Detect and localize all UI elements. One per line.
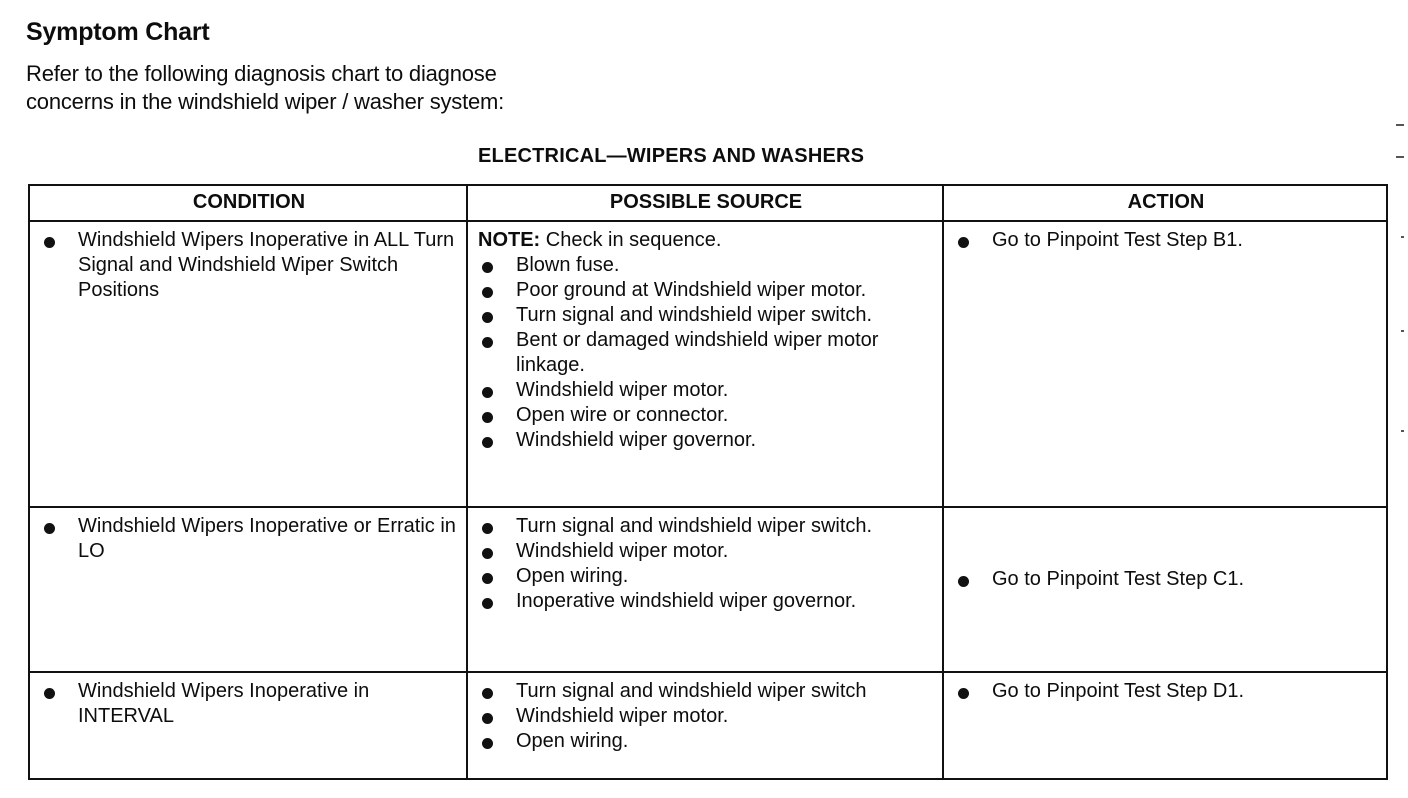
list-item bbox=[478, 403, 934, 428]
list-item bbox=[478, 378, 934, 403]
source-text: Turn signal and windshield wiper switch. bbox=[516, 515, 873, 537]
bullet-icon bbox=[482, 523, 493, 534]
action-text: Go to Pinpoint Test Step B1. bbox=[992, 229, 1243, 251]
condition-text: Windshield Wipers Inoperative in ALL Turn Signal and Windshield Wiper Switch Positions bbox=[78, 229, 455, 301]
list-item bbox=[478, 253, 934, 278]
bullet-icon bbox=[482, 262, 493, 273]
row-2-condition bbox=[30, 508, 468, 673]
row-1-sources bbox=[468, 222, 944, 508]
bullet-icon bbox=[44, 237, 55, 248]
scan-mark bbox=[1396, 124, 1404, 126]
list-item bbox=[954, 567, 1378, 592]
list-item bbox=[478, 303, 934, 328]
list-item bbox=[478, 278, 934, 303]
condition-text: Windshield Wipers Inoperative in INTERVAL bbox=[78, 680, 370, 727]
list-item bbox=[478, 428, 934, 453]
source-text: Windshield wiper motor. bbox=[516, 540, 729, 562]
source-text: Windshield wiper governor. bbox=[516, 429, 757, 451]
row-1-action bbox=[944, 222, 1386, 508]
source-text: Open wiring. bbox=[516, 730, 629, 752]
source-text: Turn signal and windshield wiper switch. bbox=[516, 304, 873, 326]
source-text: Open wiring. bbox=[516, 565, 629, 587]
row-2-action bbox=[944, 508, 1386, 673]
bullet-icon bbox=[482, 688, 493, 699]
bullet-icon bbox=[482, 312, 493, 323]
intro-line-1: Refer to the following diagnosis chart to diagnose bbox=[26, 61, 497, 86]
list-item bbox=[40, 514, 458, 564]
source-text: Blown fuse. bbox=[516, 254, 620, 276]
bullet-icon bbox=[482, 287, 493, 298]
intro-text bbox=[26, 60, 504, 116]
list-item bbox=[40, 228, 458, 303]
source-text: Poor ground at Windshield wiper motor. bbox=[516, 279, 867, 301]
bullet-icon bbox=[482, 337, 493, 348]
bullet-icon bbox=[958, 576, 969, 587]
bullet-icon bbox=[482, 738, 493, 749]
column-header-source: POSSIBLE SOURCE bbox=[468, 186, 944, 222]
row-3-action bbox=[944, 673, 1386, 778]
action-text: Go to Pinpoint Test Step D1. bbox=[992, 680, 1245, 702]
scan-mark bbox=[1401, 236, 1404, 238]
bullet-icon bbox=[482, 387, 493, 398]
list-item bbox=[478, 328, 934, 378]
symptom-chart-table bbox=[28, 184, 1388, 780]
bullet-icon bbox=[958, 688, 969, 699]
bullet-icon bbox=[482, 437, 493, 448]
scan-mark bbox=[1401, 330, 1404, 332]
row-3-condition bbox=[30, 673, 468, 778]
source-text: Windshield wiper motor. bbox=[516, 379, 729, 401]
note-text: Check in sequence. bbox=[540, 229, 722, 251]
bullet-icon bbox=[482, 548, 493, 559]
list-item bbox=[954, 228, 1378, 253]
source-text: Windshield wiper motor. bbox=[516, 705, 729, 727]
bullet-icon bbox=[958, 237, 969, 248]
scan-mark bbox=[1396, 156, 1404, 158]
bullet-icon bbox=[482, 598, 493, 609]
action-text: Go to Pinpoint Test Step C1. bbox=[992, 568, 1245, 590]
column-header-condition: CONDITION bbox=[30, 186, 468, 222]
bullet-icon bbox=[482, 412, 493, 423]
list-item bbox=[478, 564, 934, 589]
list-item bbox=[40, 679, 458, 729]
column-header-action: ACTION bbox=[944, 186, 1386, 222]
bullet-icon bbox=[44, 688, 55, 699]
bullet-icon bbox=[44, 523, 55, 534]
note bbox=[478, 228, 934, 253]
row-2-sources bbox=[468, 508, 944, 673]
list-item bbox=[478, 589, 934, 614]
page-title: Symptom Chart bbox=[26, 18, 210, 46]
condition-text: Windshield Wipers Inoperative or Erratic in LO bbox=[78, 515, 456, 562]
list-item bbox=[478, 539, 934, 564]
list-item bbox=[478, 679, 934, 704]
note-label: NOTE: bbox=[478, 229, 541, 251]
source-text: Open wire or connector. bbox=[516, 404, 729, 426]
list-item bbox=[478, 514, 934, 539]
row-3-sources bbox=[468, 673, 944, 778]
scan-mark bbox=[1401, 430, 1404, 432]
table-title: ELECTRICAL—WIPERS AND WASHERS bbox=[478, 145, 865, 167]
source-text: Inoperative windshield wiper governor. bbox=[516, 590, 857, 612]
source-text: Bent or damaged windshield wiper motor linkage. bbox=[516, 329, 879, 376]
intro-line-2: concerns in the windshield wiper / washer system: bbox=[26, 89, 505, 114]
bullet-icon bbox=[482, 573, 493, 584]
source-text: Turn signal and windshield wiper switch bbox=[516, 680, 867, 702]
list-item bbox=[954, 679, 1378, 704]
bullet-icon bbox=[482, 713, 493, 724]
row-1-condition bbox=[30, 222, 468, 508]
list-item bbox=[478, 704, 934, 729]
scan-edge-marks bbox=[1388, 0, 1408, 798]
list-item bbox=[478, 729, 934, 754]
